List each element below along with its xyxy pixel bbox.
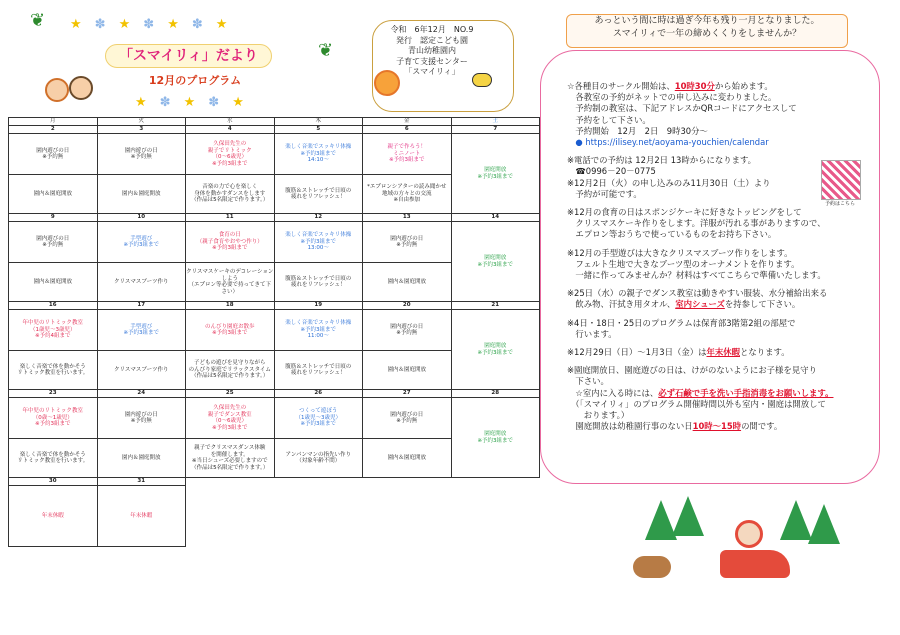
greeting-line: あっという間に時は過ぎ今年も残り一月となりました。 <box>594 16 820 26</box>
morning-program: のんびり園庭お散歩 ※予約3組まで <box>186 310 275 351</box>
program-calendar <box>8 117 540 547</box>
morning-program: つくって遊ぼう （1歳児～3歳児） ※予約3組まで <box>274 398 363 439</box>
date-cell <box>274 478 363 486</box>
afternoon-program: 園内＆園庭開放 <box>363 263 452 302</box>
afternoon-program: *エプロンシアターの読み聞かせ 地域の方々との交流 ※自由参加 <box>363 175 452 214</box>
afternoon-program: 楽しく音楽で体を動かそう リトミック教室を行います。 <box>9 351 98 390</box>
notice-line <box>567 103 867 114</box>
notice-text: となります。 <box>740 347 790 358</box>
date-cell: 25 <box>186 390 275 398</box>
notice-text: ☎0996－20－0775 <box>567 166 656 177</box>
notice-text: ※12月29日（日）～1月3日（金）は <box>567 347 707 358</box>
afternoon-program: 園内＆園庭開放 <box>97 439 186 478</box>
publisher-line: 令和 6年12月 NO.9 <box>390 25 474 34</box>
notice-body <box>567 81 867 432</box>
empty-cell <box>363 486 452 547</box>
notice-text: 予約開始 12月 2日 9時30分～ <box>567 125 708 136</box>
notice-line <box>567 399 867 410</box>
morning-program: 園内遊びの日 ※予約無 <box>97 134 186 175</box>
date-cell: 10 <box>97 214 186 222</box>
notice-line <box>567 376 867 387</box>
notice-text: 各教室の予約がネットでの申し込みに変わりました。 <box>567 92 777 103</box>
notice-text: の間です。 <box>741 421 783 432</box>
notice-line <box>567 347 867 358</box>
afternoon-program: 園内＆園庭開放 <box>363 439 452 478</box>
afternoon-program: アンパンマンの指先い作り （対象年齢不問） <box>274 439 363 478</box>
morning-program: 久保田先生の 親子でダンス教室 （0～6歳児） ※予約3組まで <box>186 398 275 439</box>
notice-text: ※電話での予約は 12月2日 13時からになります。 <box>567 155 757 166</box>
morning-program: 園内遊びの日 ※予約無 <box>9 222 98 263</box>
notice-text: ☆室内に入る時には、 <box>567 387 659 398</box>
notice-line <box>567 115 867 126</box>
notice-text: （「スマイリィ」のプログラム開催時間以外も室内・園庭は開放して <box>567 398 826 409</box>
afternoon-program: 腹筋＆ストレッチで日頃の 疲れをリフレッシュ！ <box>274 263 363 302</box>
date-cell: 13 <box>363 214 452 222</box>
afternoon-program: 園内＆園庭開放 <box>97 175 186 214</box>
weekday-header: 木 <box>274 118 363 126</box>
empty-cell <box>186 486 275 547</box>
saturday-cell: 園庭開放 ※予約3組まで <box>451 222 540 302</box>
morning-program: 年中児のリトミック教室 （0歳～1歳児） ※予約3組まで <box>9 398 98 439</box>
date-cell: 12 <box>274 214 363 222</box>
notice-line <box>567 218 867 229</box>
qr-code-icon[interactable] <box>821 160 861 200</box>
date-cell: 20 <box>363 302 452 310</box>
notice-highlight: 室内シューズ <box>675 299 725 310</box>
notice-line <box>567 388 867 399</box>
morning-program: 楽しく音楽でスッキリ体操 ※予約3組まで 11:00～ <box>274 310 363 351</box>
date-cell: 28 <box>451 390 540 398</box>
notice-line <box>567 421 867 432</box>
publisher-line: 「スマイリィ」 <box>404 67 460 76</box>
notice-line <box>567 92 867 103</box>
holly-icon: ❦ <box>318 40 334 61</box>
morning-program: 楽しく音楽でスッキリ体操 ※予約3組まで 13:00～ <box>274 222 363 263</box>
children-illustration-icon <box>45 74 95 100</box>
greeting-line: スマイリィで一年の締めくくりをしませんか？ <box>612 29 802 39</box>
sleigh-icon <box>720 550 790 578</box>
publisher-info <box>382 25 482 78</box>
notice-line <box>567 248 867 259</box>
date-cell <box>451 478 540 486</box>
notice-highlight: 年末休暇 <box>706 347 740 358</box>
notice-line <box>567 299 867 310</box>
afternoon-program: 楽しく音楽で体を動かそう リトミック教室を行います。 <box>9 439 98 478</box>
program-subtitle: 12月のプログラム <box>148 74 242 87</box>
weekday-header: 土 <box>451 118 540 126</box>
afternoon-program: クリスマスケーキのデコレーションしよう （エプロン等必要で持ってきて下さい） <box>186 263 275 302</box>
date-cell: 3 <box>97 126 186 134</box>
greeting-box <box>566 14 848 48</box>
date-cell: 16 <box>9 302 98 310</box>
notice-text: 予約をして下さい。 <box>567 114 651 125</box>
notice-line <box>567 365 867 376</box>
date-cell: 7 <box>451 126 540 134</box>
afternoon-program: クリスマスブーツ作り <box>97 263 186 302</box>
morning-program: 園内遊びの日 ※予約無 <box>9 134 98 175</box>
notice-line <box>567 259 867 270</box>
notice-text: 一緒に作ってみませんか？材料はすべてこちらで準備いたします。 <box>567 270 826 281</box>
notice-text: 予約が可能です。 <box>567 188 642 199</box>
date-cell: 4 <box>186 126 275 134</box>
notice-line <box>567 329 867 340</box>
notice-line <box>567 270 867 281</box>
notice-text: フェルト生地で大きなブーツ型のオーナメントを作ります。 <box>567 258 800 269</box>
notice-text: 園庭開放は幼稚園行事のない日 <box>567 421 693 432</box>
date-cell: 5 <box>274 126 363 134</box>
date-cell: 19 <box>274 302 363 310</box>
date-cell: 31 <box>97 478 186 486</box>
morning-program: 年末休暇 <box>97 486 186 547</box>
notice-highlight: 10時～15時 <box>692 421 742 432</box>
christmas-tree-icon <box>808 504 840 544</box>
date-cell: 24 <box>97 390 186 398</box>
saturday-cell: 園庭開放 ※予約3組まで <box>451 134 540 214</box>
weekday-header: 火 <box>97 118 186 126</box>
morning-program: 親子で作ろう！ ミニノート ※予約3組まで <box>363 134 452 175</box>
morning-program: 手型遊び ※予約3組まで <box>97 310 186 351</box>
morning-program: 園内遊びの日 ※予約無 <box>363 310 452 351</box>
notice-line <box>567 229 867 240</box>
notice-highlight: 10時30分 <box>674 81 715 91</box>
publisher-line: 青山幼稚園内 <box>408 46 456 55</box>
notice-line <box>567 410 867 421</box>
notice-text: ☆各種目のサークル開始は、 <box>567 81 675 91</box>
date-cell: 18 <box>186 302 275 310</box>
morning-program: 園内遊びの日 ※予約無 <box>97 398 186 439</box>
saturday-cell: 園庭開放 ※予約3組まで <box>451 310 540 390</box>
saturday-cell: 園庭開放 ※予約3組まで <box>451 398 540 478</box>
bee-icon <box>472 73 492 87</box>
christmas-tree-icon <box>672 496 704 536</box>
date-cell: 6 <box>363 126 452 134</box>
star-icon: ★ ✽ ★ ✽ ★ <box>135 95 244 110</box>
notice-text: から始めます。 <box>714 81 773 91</box>
morning-program: 年中児のリトミック教室 （1歳児～3歳児） ※予約4組まで <box>9 310 98 351</box>
weekday-header: 水 <box>186 118 275 126</box>
notice-text: ※12月の手型遊びは大きなクリスマスブーツ作りをします。 <box>567 247 793 258</box>
afternoon-program: 腹筋＆ストレッチで日頃の 疲れをリフレッシュ！ <box>274 175 363 214</box>
qr-caption: 予約はこちら <box>824 201 855 207</box>
date-cell: 27 <box>363 390 452 398</box>
publisher-line: 子育て支援センター <box>396 56 468 66</box>
date-cell: 2 <box>9 126 98 134</box>
notice-text: 予約制の教室は、下記アドレスかQRコードにアクセスして <box>567 103 797 114</box>
notice-text: ※園庭開放日、園庭遊びの日は、けがのないようにお子様を見守り <box>567 365 817 376</box>
afternoon-program: 子どもの遊びを見守りながら のんびり家庭でリラックスタイム （作品は5名限定で作ります。） <box>186 351 275 390</box>
notice-highlight: 必ず石鹸で手を洗い手指消毒をお願いします。 <box>658 387 834 398</box>
afternoon-program: 園内＆園庭開放 <box>9 175 98 214</box>
star-icon: ★ ✽ ★ ✽ ★ ✽ ★ <box>70 17 228 32</box>
notice-line <box>567 207 867 218</box>
holly-icon: ❦ <box>30 10 46 31</box>
notice-line <box>567 126 867 137</box>
date-cell: 11 <box>186 214 275 222</box>
notice-text: 下さい。 <box>567 376 609 387</box>
date-cell: 17 <box>97 302 186 310</box>
notice-text: エプロン等おうちで使っているものをお持ち下さい。 <box>567 229 777 240</box>
notice-line <box>567 81 867 92</box>
santa-icon <box>735 520 763 548</box>
morning-program: 手型遊び ※予約3組まで <box>97 222 186 263</box>
notice-line <box>567 288 867 299</box>
morning-program: 園内遊びの日 ※予約無 <box>363 398 452 439</box>
empty-cell <box>451 486 540 547</box>
calendar-link[interactable]: ● https://ilisey.net/aoyama-youchien/calendar <box>567 137 769 148</box>
date-cell: 14 <box>451 214 540 222</box>
date-cell: 30 <box>9 478 98 486</box>
date-cell: 21 <box>451 302 540 310</box>
notice-text: おります。） <box>567 410 630 421</box>
afternoon-program: 園内＆園庭開放 <box>363 351 452 390</box>
morning-program: 年末休暇 <box>9 486 98 547</box>
notice-panel <box>540 50 880 484</box>
notice-text: ※4日・18日・25日のプログラムは保育部3階第2組の部屋で <box>567 317 796 328</box>
weekday-header: 金 <box>363 118 452 126</box>
notice-text: ※12月2日（火）の申し込みのみ11月30日（土）より <box>567 177 771 188</box>
afternoon-program: 音楽の力で心を楽しく 身体を動かすダンスをします （作品は5名限定で作ります。） <box>186 175 275 214</box>
notice-text: ※25日（水）の親子でダンス教室は動きやすい服装、水分補給出来る <box>567 288 828 299</box>
date-cell: 26 <box>274 390 363 398</box>
date-cell: 9 <box>9 214 98 222</box>
afternoon-program: 園内＆園庭開放 <box>9 263 98 302</box>
morning-program: 園内遊びの日 ※予約無 <box>363 222 452 263</box>
notice-text: を持参して下さい。 <box>724 299 801 310</box>
weekday-header: 月 <box>9 118 98 126</box>
morning-program: 久保田先生の 親子でリトミック （0～6歳児） ※予約3組まで <box>186 134 275 175</box>
reindeer-icon <box>633 556 671 578</box>
newsletter-title: 「スマイリィ」だより <box>105 44 272 68</box>
notice-text: 行います。 <box>567 328 617 339</box>
publisher-line: 発行 認定こども園 <box>396 35 468 45</box>
notice-line <box>567 318 867 329</box>
notice-text: ※12月の食育の日はスポンジケーキに好きなトッピングをして <box>567 207 802 218</box>
morning-program: 食育の日 （親子食育やおやつ作り） ※予約3組まで <box>186 222 275 263</box>
notice-text: 飲み物、汗拭き用タオル、 <box>567 299 676 310</box>
date-cell: 23 <box>9 390 98 398</box>
sun-flower-icon <box>374 70 400 96</box>
afternoon-program: 腹筋＆ストレッチで日頃の 疲れをリフレッシュ！ <box>274 351 363 390</box>
afternoon-program: クリスマスブーツ作り <box>97 351 186 390</box>
notice-text: クリスマスケーキ作りをします。洋服が汚れる事がありますので、 <box>567 218 826 229</box>
date-cell <box>186 478 275 486</box>
empty-cell <box>274 486 363 547</box>
date-cell <box>363 478 452 486</box>
morning-program: 楽しく音楽でスッキリ体操 ※予約3組まで 14:10～ <box>274 134 363 175</box>
afternoon-program: 親子でクリスマスダンス体験 を開催します。 ※当日シューズ必要しますので （作品は5名限定で作ります。） <box>186 439 275 478</box>
